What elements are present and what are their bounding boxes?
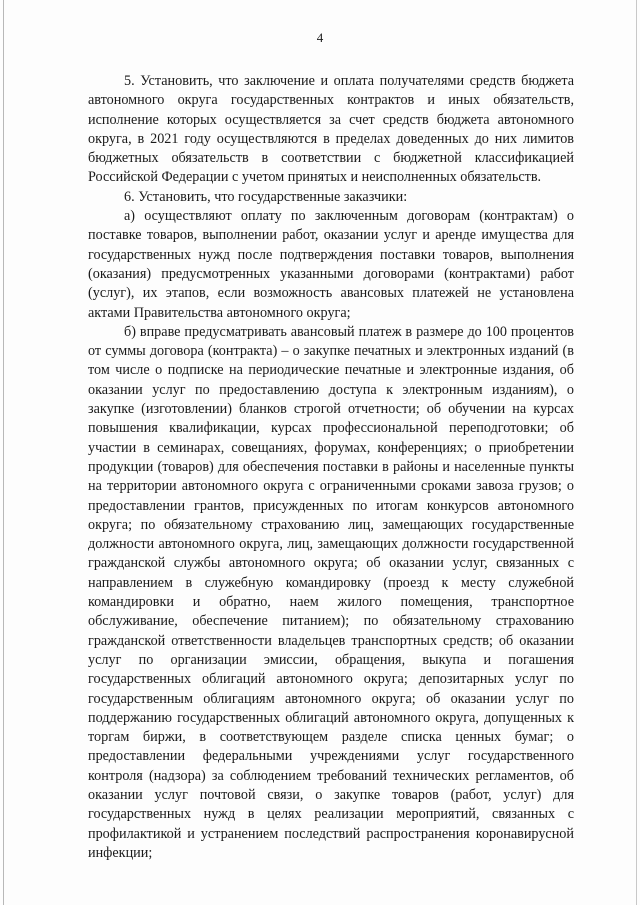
paragraph-clause-6b: б) вправе предусматривать авансовый платеж в размере до 100 процентов от суммы договора (контракта) – о закупке печатных и электронных изданий (в том числе о подписке на периодические печатные и электронные издания, об оказании услуг по предоставлению доступа к электронным изданиям), о закупке (изготовлении) бланков строгой отчетности; об обучении на курсах повышения квалификации, курсах профессиональной переподготовки; об участии в семинарах, совещаниях, форумах, конференциях; о приобретении продукции (товаров) для обеспечения поставки в районы и населенные пункты на территории автономного округа с ограниченными сроками завоза грузов; о предоставлении грантов, присужденных по итогам конкурсов автономного округа; по обязательному страхованию лиц, замещающих государственные должности автономного округа, лиц, замещающих должности государственной гражданской службы автономного округа; об оказании услуг, связанных с направлением в служебную командировку (проезд к месту служебной командировки и обратно, наем жилого помещения, транспортное обслуживание, обеспечение питанием); по обязательному страхованию гражданской ответственности владельцев транспортных средств; об оказании услуг по организации эмиссии, обращения, выкупа и погашения государственных облигаций автономного округа; депозитарных услуг по государственным облигациям автономного округа; об оказании услуг по поддержанию государственных облигаций автономного округа, допущенных к торгам биржи, в соответствующем разделе списка ценных бумаг; о предоставлении федеральными учреждениями услуг государственного контроля (надзора) за соблюдением требований технических регламентов, об оказании услуг почтовой связи, о закупке товаров (работ, услуг) для государственных нужд в целях реализации мероприятий, связанных с профилактикой и устранением последствий распространения коронавирусной инфекции; [88,323,574,861]
document-body [88,72,574,863]
scan-edge-right [636,0,637,905]
page-number: 4 [316,30,324,45]
scan-edge-left [3,0,4,905]
paragraph-clause-6: 6. Установить, что государственные заказчики: [124,188,408,205]
paragraph-clause-5: 5. Установить, что заключение и оплата получателями средств бюджета автономного округа государственных контрактов и иных обязательств, исполнение которых осуществляется за счет средств бюджета автономного округа, в 2021 году осуществляются в пределах доведенных до них лимитов бюджетных обязательств в соответствии с бюджетной классификацией Российской Федерации с учетом принятых и неисполненных обязательств. [88,73,574,186]
paragraph-clause-6a: а) осуществляют оплату по заключенным договорам (контрактам) о поставке товаров, выполнении работ, оказании услуг и аренде имущества для государственных нужд после подтверждения поставки товаров, выполнения (оказания) предусмотренных указанными договорами (контрактами) работ (услуг), их этапов, если возможность авансовых платежей не установлена актами Правительства автономного округа; [88,208,574,321]
